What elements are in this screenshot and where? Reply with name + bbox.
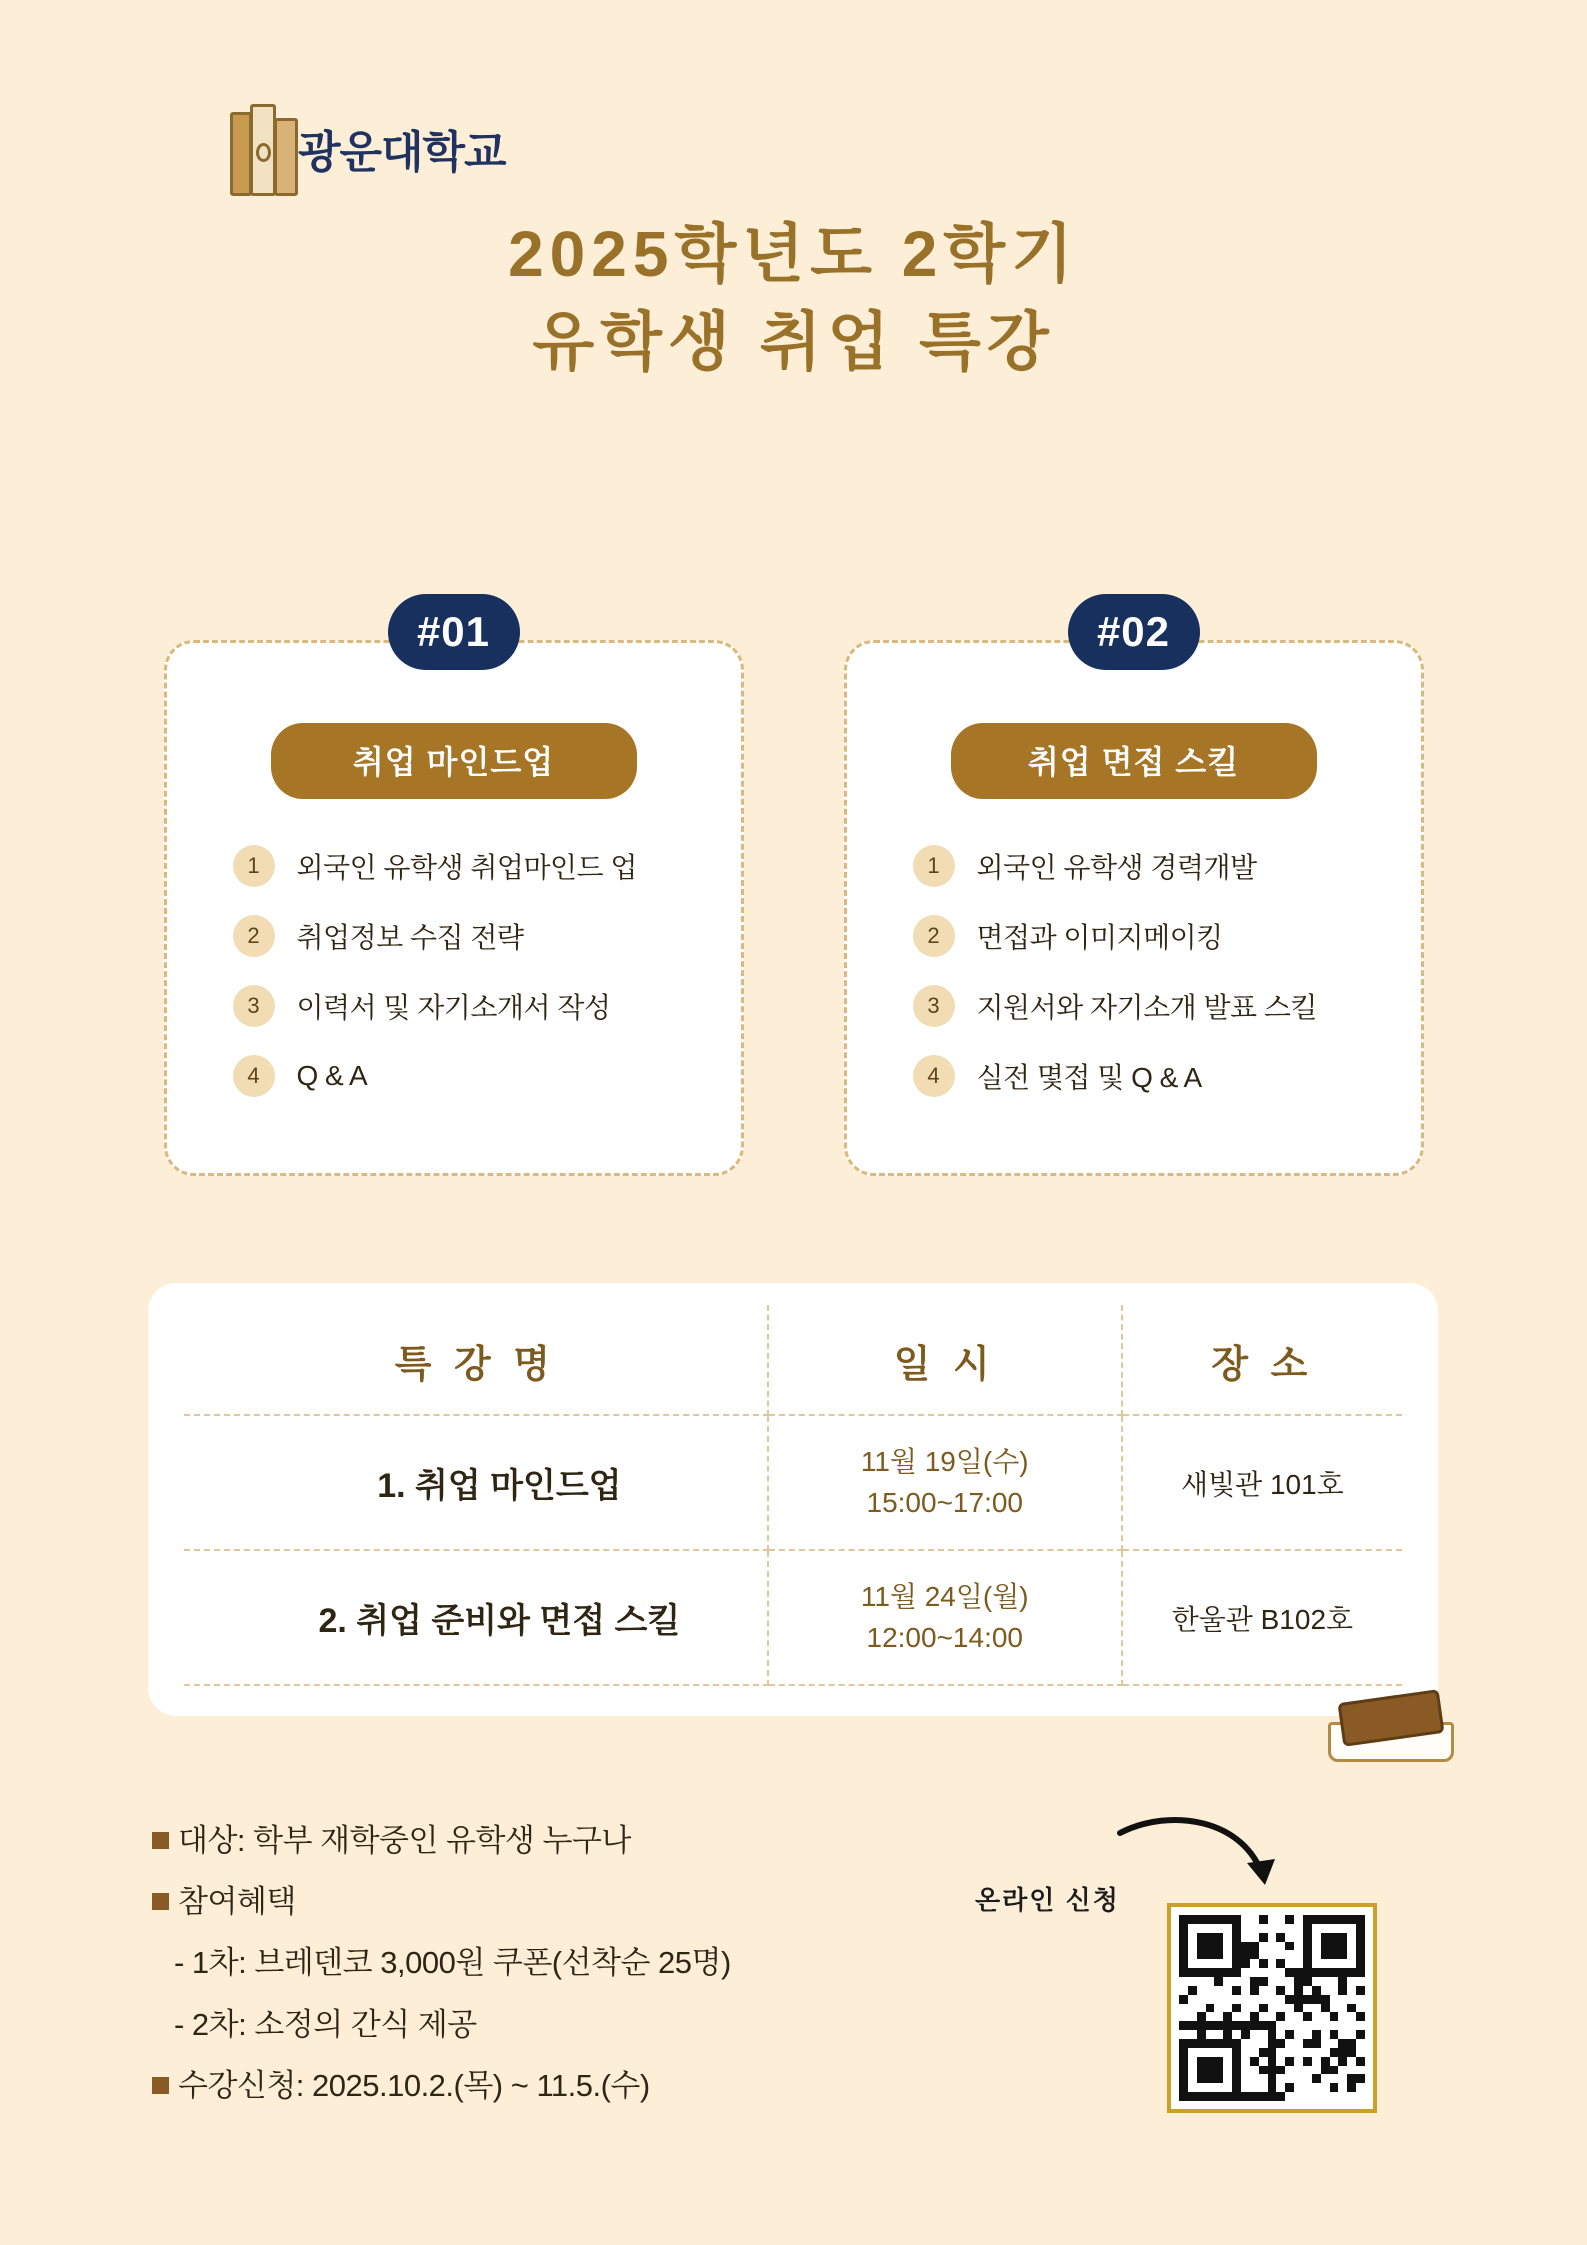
university-name: 광운대학교 bbox=[298, 128, 506, 177]
page-title bbox=[0, 210, 1587, 387]
title-line-2: 유학생 취업 특강 bbox=[532, 306, 1055, 379]
list-item bbox=[233, 1055, 741, 1097]
item-label: 지원서와 자기소개 발표 스킬 bbox=[976, 992, 1317, 1023]
benefit-item-2: - 2차: 소정의 간식 제공 bbox=[174, 2006, 477, 2042]
course-item-list-1 bbox=[233, 845, 741, 1097]
column-header-place: 장 소 bbox=[1122, 1305, 1402, 1415]
benefit-title-text: 참여혜택 bbox=[178, 1884, 296, 1920]
poster-header bbox=[0, 110, 1587, 387]
cell-lecture-name: 1. 취업 마인드업 bbox=[184, 1415, 768, 1550]
stacked-books-icon bbox=[228, 110, 300, 196]
table-row bbox=[184, 1415, 1402, 1550]
item-number: 2 bbox=[233, 915, 275, 957]
item-label: 외국인 유학생 취업마인드 업 bbox=[296, 852, 637, 883]
bullet-square-icon bbox=[152, 2077, 169, 2094]
cell-date-line-1: 11월 19일(수) bbox=[860, 1446, 1029, 1477]
item-label: 면접과 이미지메이킹 bbox=[976, 922, 1223, 953]
course-badge-1: #01 bbox=[388, 594, 520, 670]
course-card-2 bbox=[844, 608, 1424, 1176]
item-label: 취업정보 수집 전략 bbox=[296, 922, 524, 953]
course-card-1 bbox=[164, 608, 744, 1176]
list-item bbox=[913, 985, 1421, 1027]
benefit-title-line bbox=[152, 1883, 1052, 1920]
cell-lecture-date bbox=[768, 1550, 1122, 1685]
item-number: 3 bbox=[913, 985, 955, 1027]
column-header-date: 일 시 bbox=[768, 1305, 1122, 1415]
list-item bbox=[233, 915, 741, 957]
cell-lecture-date bbox=[768, 1415, 1122, 1550]
apply-line bbox=[152, 2067, 1052, 2104]
list-item bbox=[233, 845, 741, 887]
table-row bbox=[184, 1550, 1402, 1685]
target-line bbox=[152, 1822, 1052, 1859]
online-application-area bbox=[975, 1825, 1395, 2155]
item-label: Q & A bbox=[296, 1060, 368, 1091]
cell-date-line-2: 15:00~17:00 bbox=[866, 1486, 1023, 1518]
item-number: 4 bbox=[233, 1055, 275, 1097]
bullet-square-icon bbox=[152, 1893, 169, 1910]
list-item bbox=[913, 1055, 1421, 1097]
bullet-square-icon bbox=[152, 1832, 169, 1849]
footer-info bbox=[152, 1822, 1052, 2128]
list-item bbox=[233, 985, 741, 1027]
open-book-icon bbox=[1328, 1688, 1448, 1762]
qr-code-icon[interactable] bbox=[1167, 1903, 1377, 2113]
item-label: 외국인 유학생 경력개발 bbox=[976, 852, 1257, 883]
item-number: 1 bbox=[913, 845, 955, 887]
list-item bbox=[913, 845, 1421, 887]
item-number: 2 bbox=[913, 915, 955, 957]
university-line bbox=[0, 110, 1587, 196]
benefit-item-1: - 1차: 브레덴코 3,000원 쿠폰(선착순 25명) bbox=[174, 1945, 731, 1981]
schedule-table bbox=[184, 1305, 1402, 1686]
apply-text: 수강신청: 2025.10.2.(목) ~ 11.5.(수) bbox=[178, 2067, 650, 2103]
course-item-list-2 bbox=[913, 845, 1421, 1097]
cell-lecture-place: 한울관 B102호 bbox=[1122, 1550, 1402, 1685]
cell-lecture-name: 2. 취업 준비와 면접 스킬 bbox=[184, 1550, 768, 1685]
item-number: 4 bbox=[913, 1055, 955, 1097]
cell-date-line-1: 11월 24일(월) bbox=[860, 1581, 1029, 1613]
list-item bbox=[913, 915, 1421, 957]
target-text: 대상: 학부 재학중인 유학생 누구나 bbox=[178, 1823, 631, 1858]
item-number: 3 bbox=[233, 985, 275, 1027]
course-title-2: 취업 면접 스킬 bbox=[951, 723, 1317, 799]
column-header-name: 특 강 명 bbox=[184, 1305, 768, 1415]
course-cards bbox=[0, 608, 1587, 1176]
schedule-panel bbox=[148, 1283, 1438, 1716]
item-number: 1 bbox=[233, 845, 275, 887]
item-label: 이력서 및 자기소개서 작성 bbox=[296, 992, 611, 1023]
title-line-1: 2025학년도 2학기 bbox=[508, 218, 1079, 290]
table-header-row bbox=[184, 1305, 1402, 1415]
cell-lecture-place: 새빛관 101호 bbox=[1122, 1415, 1402, 1550]
cell-date-line-2: 12:00~14:00 bbox=[866, 1621, 1023, 1653]
qr-label: 온라인 신청 bbox=[975, 1885, 1120, 1915]
item-label: 실전 몇접 및 Q & A bbox=[976, 1062, 1202, 1093]
curved-arrow-icon bbox=[1115, 1815, 1285, 1905]
course-title-1: 취업 마인드업 bbox=[271, 723, 637, 799]
course-badge-2: #02 bbox=[1068, 594, 1200, 670]
